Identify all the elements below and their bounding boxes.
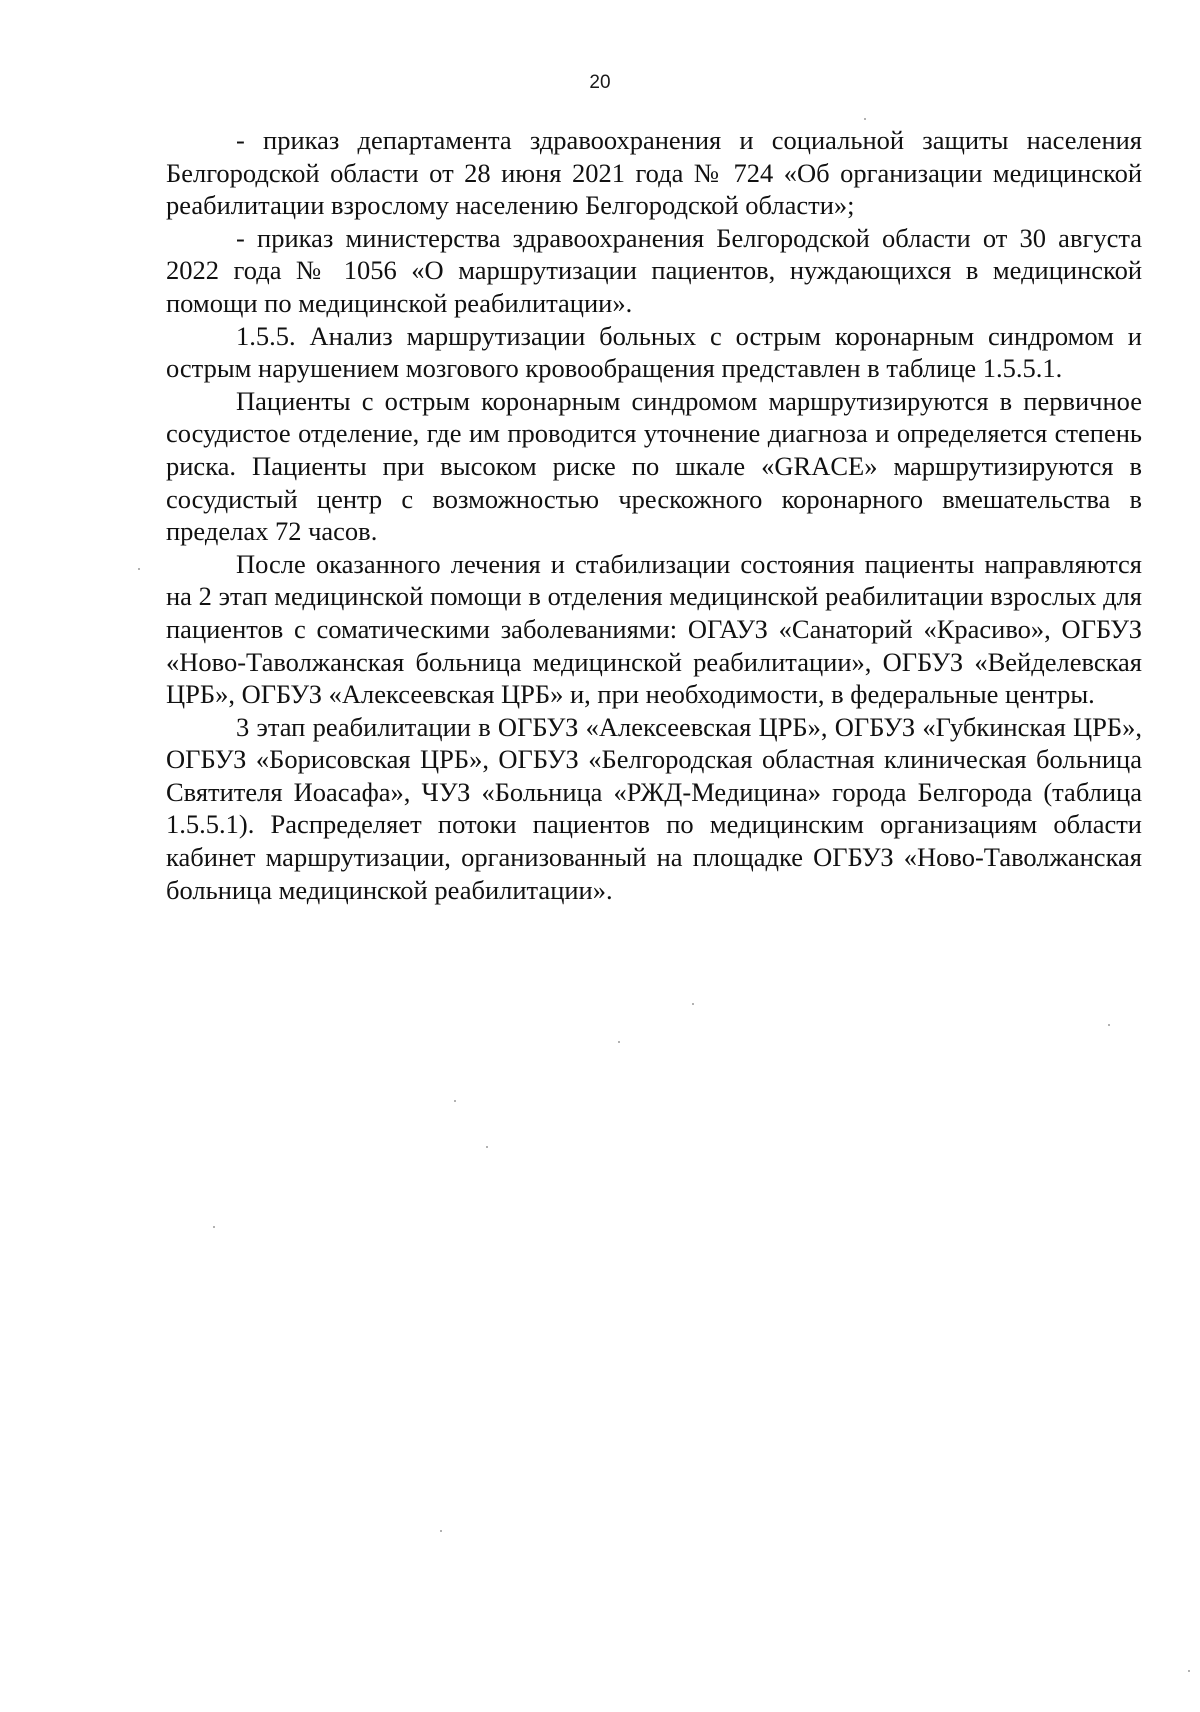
scan-speck [486,1146,488,1148]
paragraph-stage-3-rehab: 3 этап реабилитации в ОГБУЗ «Алексеевская ЦРБ», ОГБУЗ «Губкинская ЦРБ», ОГБУЗ «Борисовская ЦРБ», ОГБУЗ «Белгородская областная клиническая больница Святителя Иоасафа», ЧУЗ «Больница «РЖД-Медицина» города Белгорода (таблица 1.5.5.1). Распределяет потоки пациентов по медицинским организациям области кабинет маршрутизации, организованный на площадке ОГБУЗ «Ново-Таволжанская больница медицинской реабилитации». [166,711,1142,905]
paragraph-section-1-5-5: 1.5.5. Анализ маршрутизации больных с острым коронарным синдромом и острым нарушением мозгового кровообращения представлен в таблице 1.5.5.1. [166,320,1142,384]
scan-speck [454,1100,456,1102]
scan-speck [440,1530,442,1532]
paragraph-stage-2-rehab: После оказанного лечения и стабилизации состояния пациенты направляются на 2 этап медицинской помощи в отделения медицинской реабилитации взрослых для пациентов с соматическими заболеваниями: ОГАУЗ «Санаторий «Красиво», ОГБУЗ «Ново-Таволжанская больница медицинской реабилитации», ОГБУЗ «Вейделевская ЦРБ», ОГБУЗ «Алексеевская ЦРБ» и, при необходимости, в федеральные центры. [166,548,1142,710]
scan-speck [213,1226,215,1228]
scan-speck [864,118,866,120]
scan-speck [618,1041,620,1043]
scan-speck [1188,1670,1190,1672]
paragraph-order-1056: - приказ министерства здравоохранения Белгородской области от 30 августа 2022 года № 1056 «О маршрутизации пациентов, нуждающихся в медицинской помощи по медицинской реабилитации». [166,222,1142,318]
scan-speck [692,1003,694,1005]
document-body [166,124,1142,906]
scan-speck [138,568,140,570]
paragraph-order-724: - приказ департамента здравоохранения и социальной защиты населения Белгородской области от 28 июня 2021 года № 724 «Об организации медицинской реабилитации взрослому населению Белгородской области»; [166,125,1142,221]
paragraph-acs-routing: Пациенты с острым коронарным синдромом маршрутизируются в первичное сосудистое отделение, где им проводится уточнение диагноза и определяется степень риска. Пациенты при высоком риске по шкале «GRACE» маршрутизируются в сосудистый центр с возможностью чрескожного коронарного вмешательства в пределах 72 часов. [166,385,1142,547]
scan-speck [1108,1024,1110,1026]
page-number: 20 [589,72,611,93]
